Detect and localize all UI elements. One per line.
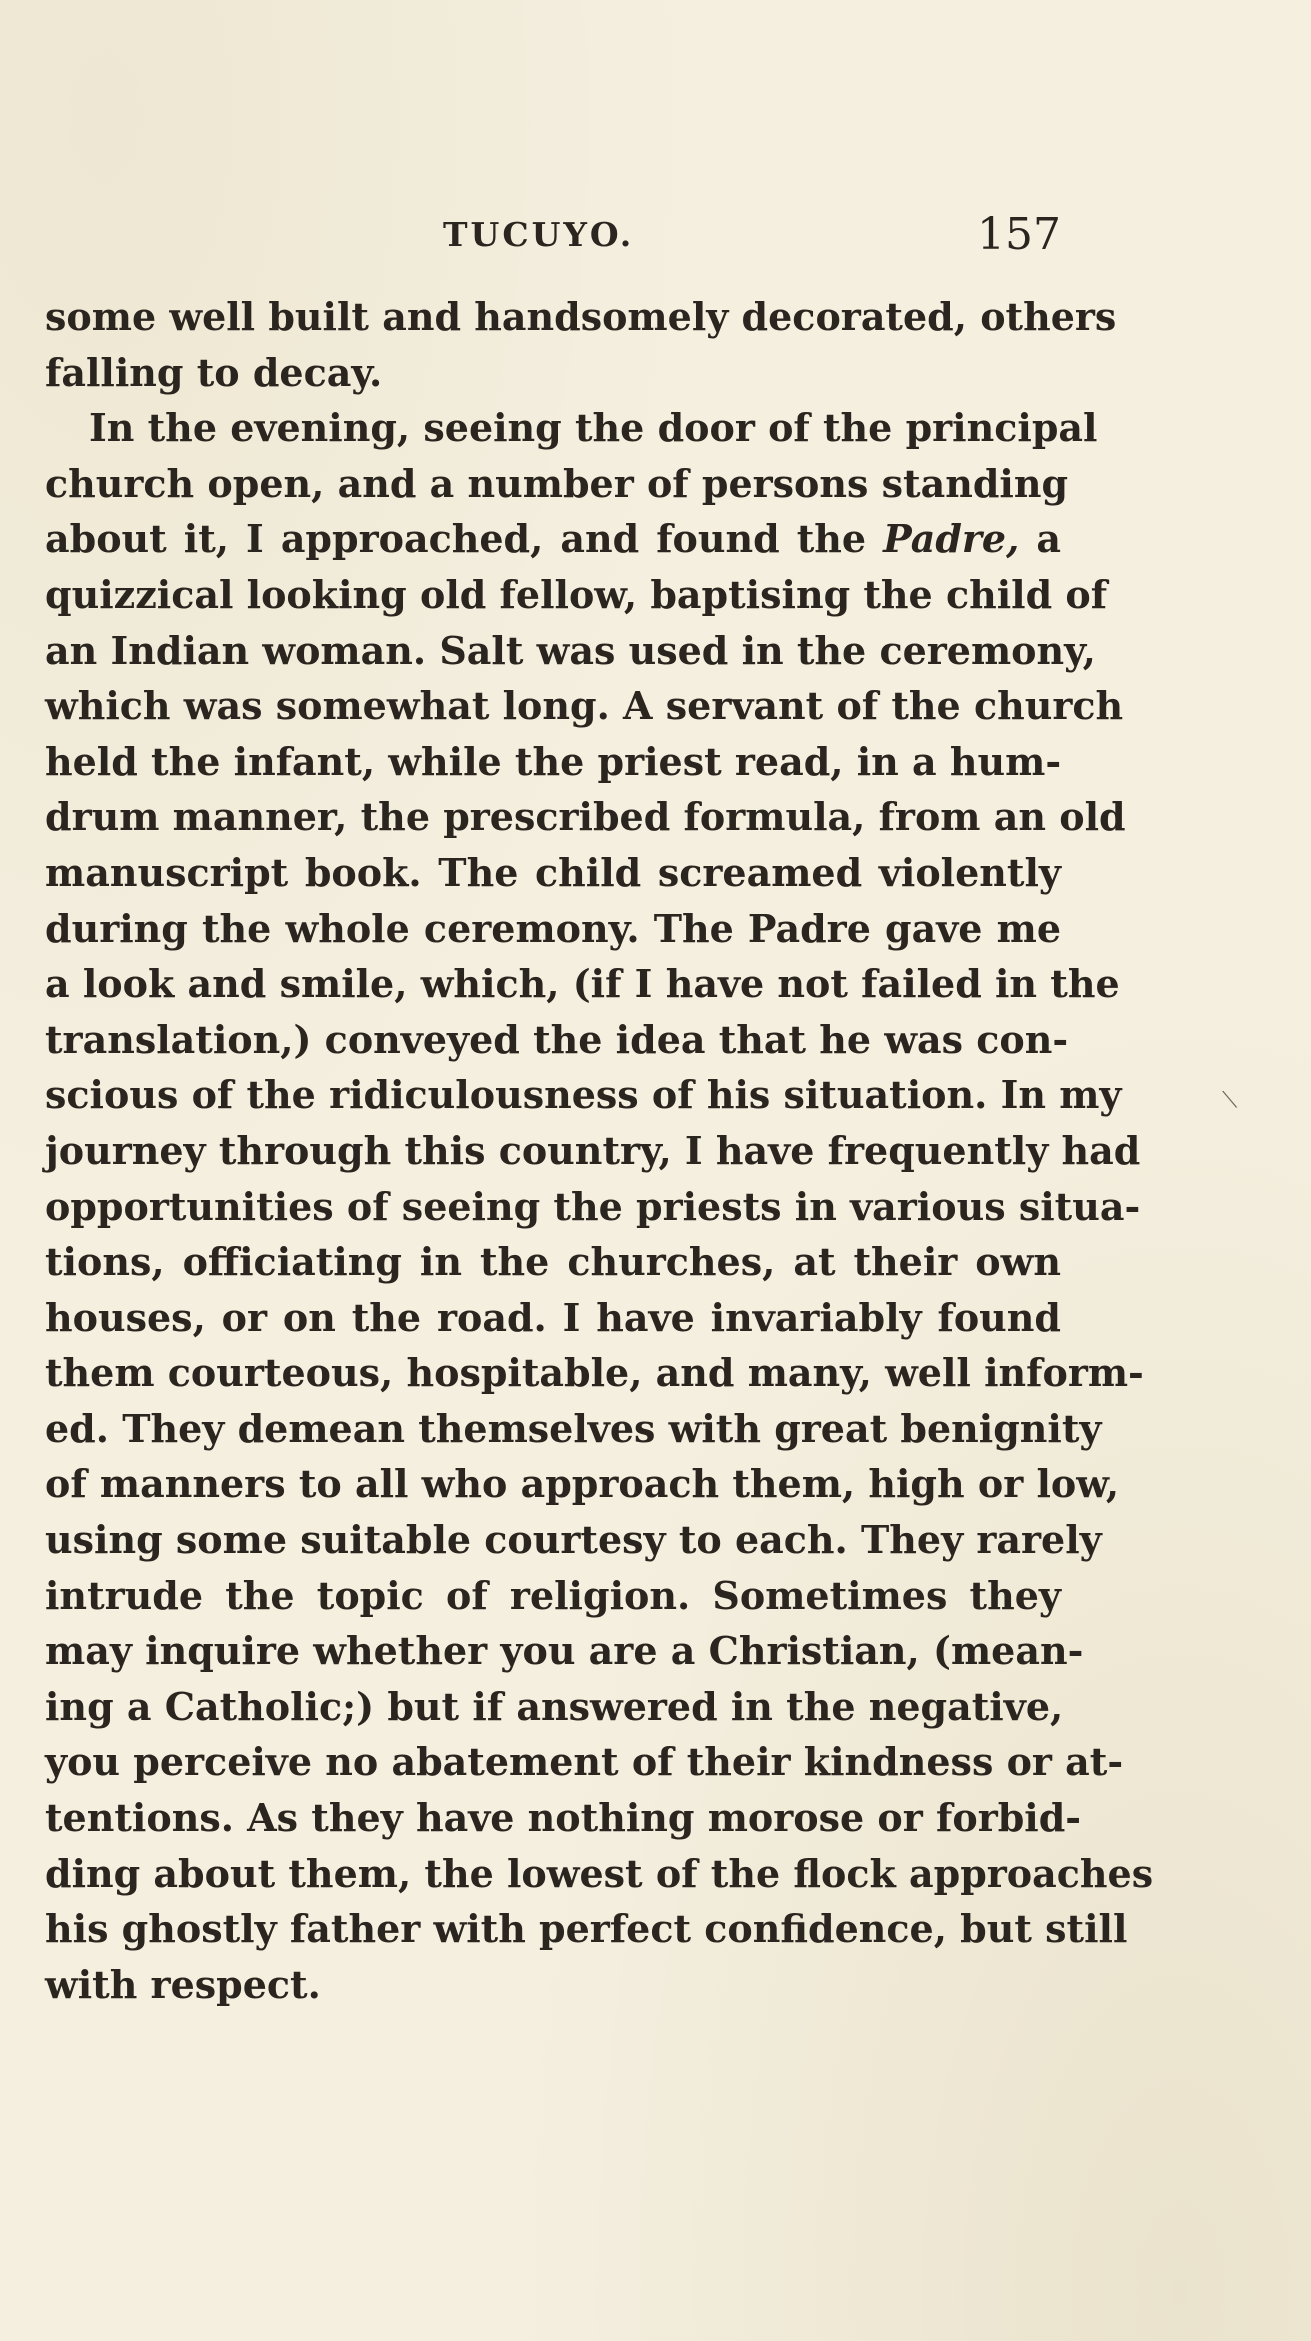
text-line: you perceive no abatement of their kindness or at-: [45, 1739, 1124, 1785]
text-line: journey through this country, I have frequently had: [45, 1127, 1141, 1173]
text-line: his ghostly father with perfect confidence, but still: [45, 1906, 1128, 1952]
text-line: held the infant, while the priest read, in a hum-: [45, 738, 1062, 784]
text-line: drum manner, the prescribed formula, from an old: [45, 794, 1126, 840]
text-segment: about it, I approached, and found the: [45, 516, 884, 562]
text-line: church open, and a number of persons standing: [45, 460, 1069, 506]
running-title: TUCUYO.: [443, 215, 635, 254]
italic-word: Padre,: [883, 516, 1020, 562]
text-line: opportunities of seeing the priests in various situa-: [45, 1183, 1141, 1229]
text-line: quizzical looking old fellow, baptising the child of: [45, 571, 1108, 617]
text-line: during the whole ceremony. The Padre gave me: [45, 905, 1061, 951]
text-line: falling to decay.: [45, 349, 383, 395]
text-line: ding about them, the lowest of the flock approaches: [45, 1850, 1154, 1896]
text-line: a look and smile, which, (if I have not failed in the: [45, 961, 1120, 1007]
text-line: ed. They demean themselves with great benignity: [45, 1405, 1102, 1451]
text-line: [45, 511, 1061, 567]
text-line: tentions. As they have nothing morose or forbid-: [45, 1795, 1082, 1841]
text-line: manuscript book. The child screamed violently: [45, 849, 1061, 895]
text-line: intrude the topic of religion. Sometimes they: [45, 1572, 1061, 1618]
text-line: using some suitable courtesy to each. They rarely: [45, 1517, 1102, 1563]
text-line: an Indian woman. Salt was used in the ceremony,: [45, 627, 1096, 673]
page-number: 157: [977, 209, 1061, 260]
text-line: scious of the ridiculousness of his situation. In my: [45, 1072, 1122, 1118]
page-header: [45, 205, 1061, 265]
text-line: houses, or on the road. I have invariably found: [45, 1294, 1061, 1340]
text-line: some well built and handsomely decorated, others: [45, 294, 1117, 339]
text-line: may inquire whether you are a Christian, (mean-: [45, 1628, 1084, 1674]
body-text: [45, 289, 1154, 2012]
text-line: with respect.: [45, 1961, 321, 2007]
stray-mark: ⟍: [1222, 1088, 1238, 1113]
paragraph-first-line: In the evening, seeing the door of the principal: [89, 405, 1098, 451]
text-segment: a: [1019, 516, 1061, 562]
text-line: translation,) conveyed the idea that he was con-: [45, 1016, 1069, 1062]
text-line: of manners to all who approach them, high or low,: [45, 1461, 1120, 1507]
text-line: tions, officiating in the churches, at their own: [45, 1239, 1061, 1285]
text-line: which was somewhat long. A servant of the church: [45, 683, 1124, 729]
text-line: them courteous, hospitable, and many, well inform-: [45, 1350, 1144, 1396]
text-line: ing a Catholic;) but if answered in the negative,: [45, 1683, 1064, 1729]
